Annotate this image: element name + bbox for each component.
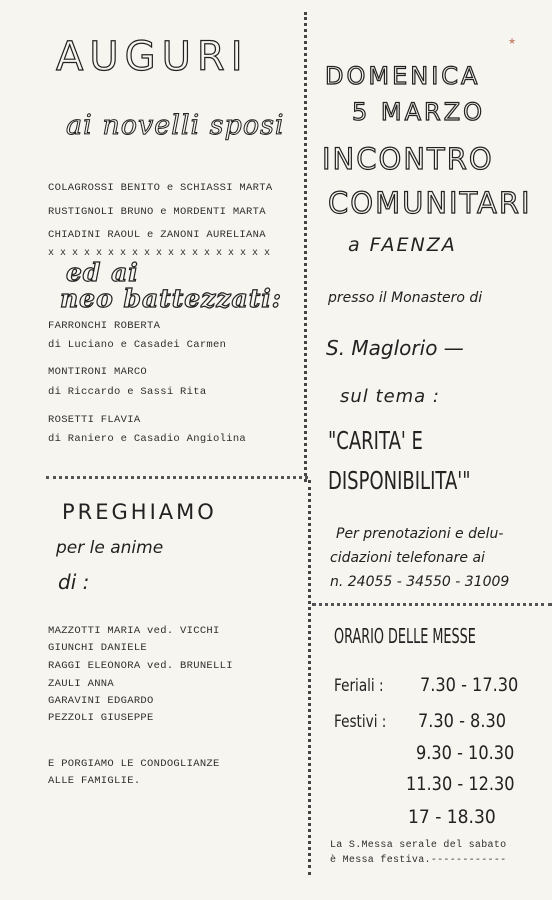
booking-line: Per prenotazioni e delu-: [336, 526, 504, 542]
condolences-line: ALLE FAMIGLIE.: [48, 775, 141, 787]
mass-note-line: La S.Messa serale del sabato: [330, 840, 507, 851]
section-divider-right: [312, 603, 552, 606]
holiday-times: 9.30 - 10.30: [416, 742, 515, 764]
baptized-name: MONTIRONI MARCO: [48, 366, 148, 378]
deceased-name: ZAULI ANNA: [48, 678, 115, 690]
baptized-parents: di Luciano e Casadei Carmen: [48, 339, 227, 351]
date-line1: DOMENICA: [325, 62, 481, 90]
event-place: a FAENZA: [348, 234, 457, 256]
baptized-parents: di Raniero e Casadio Angiolina: [48, 433, 247, 445]
deceased-name: RAGGI ELEONORA ved. BRUNELLI: [48, 660, 233, 672]
column-divider-bottom: [308, 480, 311, 875]
venue-line: presso il Monastero di: [328, 290, 483, 306]
booking-line: cidazioni telefonare ai: [330, 550, 485, 566]
deceased-name: GIUNCHI DANIELE: [48, 642, 148, 654]
weekday-label: Feriali :: [334, 676, 384, 696]
mass-schedule-title: ORARIO DELLE MESSE: [334, 624, 476, 648]
deceased-name: GARAVINI EDGARDO: [48, 695, 154, 707]
couple-line: COLAGROSSI BENITO e SCHIASSI MARTA: [48, 182, 273, 194]
baptized-name: ROSETTI FLAVIA: [48, 414, 141, 426]
weekday-times: 7.30 - 17.30: [420, 674, 519, 696]
section-divider-left: [46, 476, 308, 479]
mass-note-line: è Messa festiva.------------: [330, 855, 507, 866]
topic-line: "CARITA' E: [328, 426, 423, 455]
baptized-name: FARRONCHI ROBERTA: [48, 320, 161, 332]
prayer-title: PREGHIAMO: [62, 500, 217, 524]
corner-stamp-mark: ★: [508, 36, 517, 46]
couple-line: CHIADINI RAOUL e ZANONI AURELIANA: [48, 229, 266, 241]
holiday-times: 11.30 - 12.30: [406, 773, 515, 795]
deceased-name: MAZZOTTI MARIA ved. VICCHI: [48, 625, 220, 637]
couple-line: RUSTIGNOLI BRUNO e MORDENTI MARTA: [48, 206, 266, 218]
holiday-times: 17 - 18.30: [408, 806, 496, 828]
event-title-line2: COMUNITARI: [328, 186, 532, 220]
condolences-line: E PORGIAMO LE CONDOGLIANZE: [48, 758, 220, 770]
prayer-line: per le anime: [56, 538, 164, 558]
holiday-times: 7.30 - 8.30: [418, 710, 507, 732]
venue-line: S. Maglorio —: [326, 336, 464, 360]
newlyweds-subtitle: ai novelli sposi: [66, 110, 285, 141]
event-title-line1: INCONTRO: [322, 142, 494, 176]
topic-intro: sul tema :: [340, 386, 440, 407]
auguri-title: AUGURI: [56, 34, 249, 80]
baptized-heading-line1: ed ai: [66, 258, 139, 287]
baptized-heading-line2: neo battezzati:: [60, 284, 283, 313]
holiday-label: Festivi :: [334, 712, 387, 732]
prayer-line: di :: [58, 570, 90, 594]
booking-phones: n. 24055 - 34550 - 31009: [330, 574, 510, 590]
date-line2: 5 MARZO: [352, 98, 486, 126]
deceased-name: PEZZOLI GIUSEPPE: [48, 712, 154, 724]
x-separator: x x x x x x x x x x x x x x x x x x x: [48, 248, 271, 259]
baptized-parents: di Riccardo e Sassi Rita: [48, 386, 207, 398]
column-divider-top: [304, 12, 307, 482]
topic-line: DISPONIBILITA'": [328, 466, 471, 495]
